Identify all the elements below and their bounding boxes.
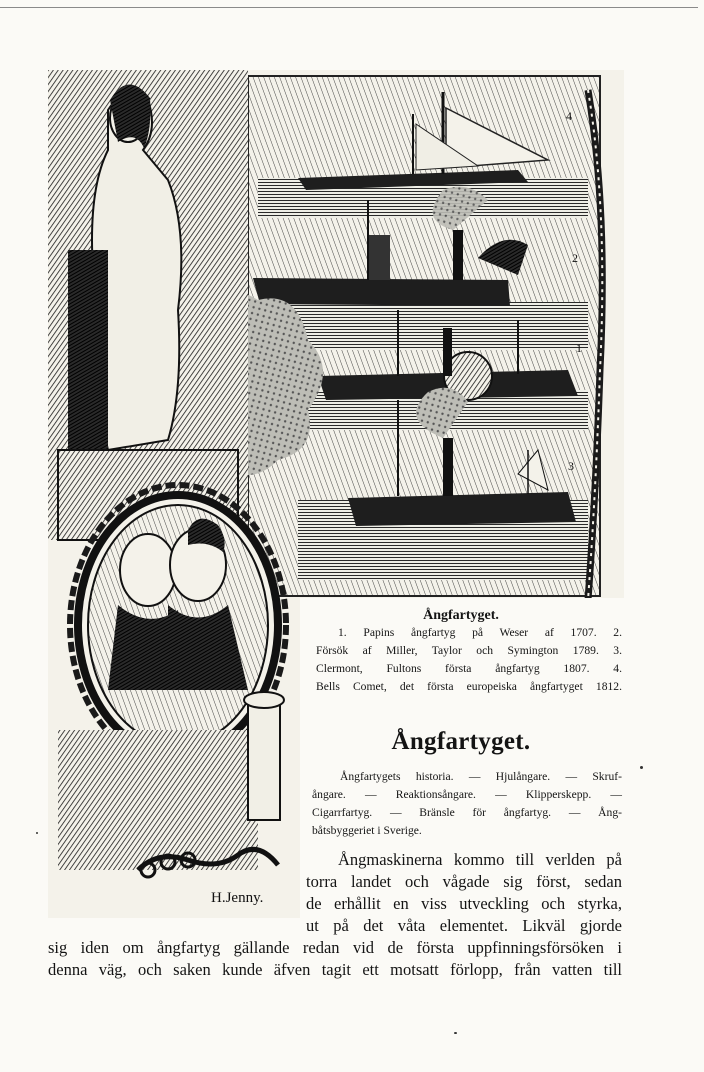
caption-line: 1. Papins ångfartyg på Weser af 1707. 2. xyxy=(338,626,622,639)
summary-line: Ångfartygets historia. — Hjulångare. — Skruf- xyxy=(340,770,622,783)
figure-number-4: 3 xyxy=(568,459,574,473)
body-line: torra landet och vågade sig först, sedan xyxy=(306,872,622,891)
summary-line: Cigarrfartyg. — Bränsle för ångfartyg. — Ång- xyxy=(312,806,622,819)
figure-number-3: 1 xyxy=(576,341,582,355)
caption-title: Ångfartyget. xyxy=(423,608,499,623)
statue-papin xyxy=(48,70,248,540)
top-rule xyxy=(0,7,698,8)
ink-speck xyxy=(36,832,38,834)
ink-speck xyxy=(454,1032,457,1034)
figure-number-1: 4 xyxy=(566,109,572,123)
caption-body xyxy=(316,624,622,696)
engraver-signature: H.Jenny. xyxy=(211,890,264,906)
caption-line: Bells Comet, det första europeiska ångfartyget 1812. xyxy=(316,680,622,693)
body-line: de erhållit en viss utveckling och styrka, xyxy=(306,894,622,913)
body-line: ut på det våta elementet. Likväl gjorde xyxy=(306,916,622,935)
body-line: Ångmaskinerna kommo till verlden på xyxy=(338,850,622,869)
figure-number-2: 2 xyxy=(572,251,578,265)
summary-line: båtsbyggeriet i Sverige. xyxy=(312,824,422,837)
body-line: denna väg, och saken kunde äfven tagit ett motsatt förlopp, från vatten till xyxy=(48,960,622,979)
chapter-summary xyxy=(312,768,622,840)
caption-line: Försök af Miller, Taylor och Symington 1789. 3. xyxy=(316,644,622,657)
chapter-title: Ångfartyget. xyxy=(391,728,531,755)
caption-line: Clermont, Fultons första ångfartyg 1807. 4. xyxy=(316,662,622,675)
body-line: sig iden om ångfartyg gällande redan vid de första uppfinningsförsöken i xyxy=(48,938,622,957)
summary-line: ångare. — Reaktionsångare. — Klipperskepp. — xyxy=(312,788,622,801)
ink-speck xyxy=(640,766,643,769)
